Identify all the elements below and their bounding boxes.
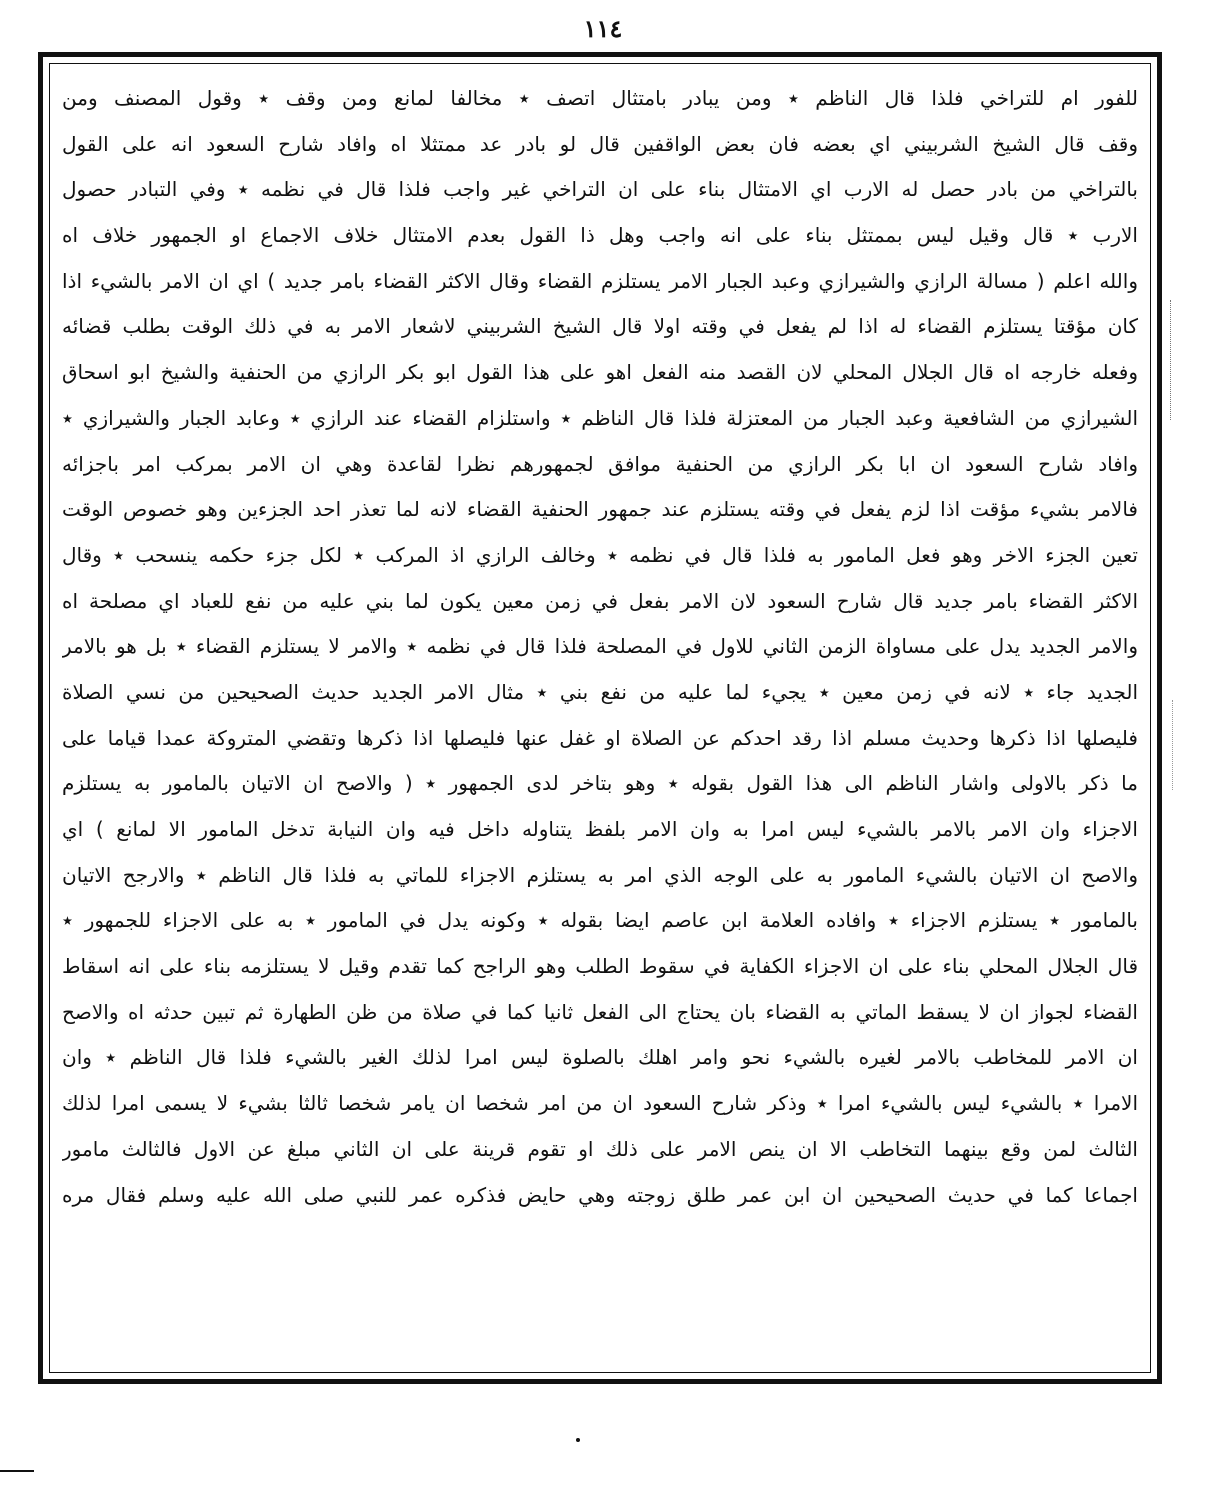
text-line: ان الامر للمخاطب بالامر لغيره بالشيء نحو وامر اهلك بالصلوة ليس امرا لذلك الغير بالشيء فلذا قال الناظم ٭ وان — [62, 1045, 1138, 1070]
text-line: الاجزاء وان الامر بالامر بالشيء ليس امرا به وان الامر بلفظ يتناوله داخل فيه وان النيابة تدخل المامور الا لمانع ) اي — [62, 817, 1138, 841]
scan-dot — [576, 1438, 580, 1442]
text-line: فليصلها اذا ذكرها وحديث مسلم اذا رقد احدكم عن الصلاة او غفل عنها فليصلها اذا ذكرها وتقضي المتروكة عمدا قياما على — [62, 725, 1138, 750]
text-line: اجماعا كما في حديث الصحيحين ان ابن عمر طلق زوجته وهي حايض فذكره عمر للنبي صلى الله عليه وسلم فقال مره — [62, 1182, 1138, 1207]
text-line: والامر الجديد يدل على مساواة الزمن الثاني للاول في المصلحة فلذا قال في نظمه ٭ والامر لا يستلزم القضاء ٭ بل هو بالامر — [62, 634, 1138, 659]
text-line: القضاء لجواز ان لا يسقط الماتي به القضاء بان يحتاج الى الفعل ثانيا كما في صلاة من ظن الطهارة ثم تبين حدثه اه والاصح — [62, 999, 1138, 1024]
text-line: الشيرازي من الشافعية وعبد الجبار من المعتزلة فلذا قال الناظم ٭ واستلزام القضاء عند الرازي ٭ وعابد الجبار والشيرازي ٭ — [62, 405, 1138, 430]
scan-dash — [0, 1470, 34, 1472]
text-line: ما ذكر بالاولى واشار الناظم الى هذا القول بقوله ٭ وهو بتاخر لدى الجمهور ٭ ( والاصح ان الاتيان بالمامور به يستلزم — [62, 771, 1138, 796]
text-line: الامرا ٭ بالشيء ليس بالشيء امرا ٭ وذكر شارح السعود ان من امر شخصا ان يامر شخصا ثالثا بشيء لا يسمى امرا لذلك — [62, 1091, 1138, 1116]
text-line: الاكثر القضاء بامر جديد قال شارح السعود لان الامر بفعل في زمن معين يكون لما بني عليه من نفع للعباد اي مصلحة اه — [62, 588, 1138, 613]
text-line: كان مؤقتا يستلزم القضاء له اذا لم يفعل في وقته اولا قال الشيخ الشربيني لاشعار الامر به في ذلك الوقت بطلب قضائه — [62, 314, 1138, 339]
text-line: بالمامور ٭ يستلزم الاجزاء ٭ وافاده العلامة ابن عاصم ايضا بقوله ٭ وكونه يدل في المامور ٭ به على الاجزاء للجمهور ٭ — [62, 908, 1138, 933]
text-line: تعين الجزء الاخر وهو فعل المامور به فلذا قال في نظمه ٭ وخالف الرازي اذ المركب ٭ لكل جزء حكمه ينسحب ٭ وقال — [62, 542, 1138, 567]
text-line: فالامر بشيء مؤقت اذا لزم يفعل في وقته يستلزم عند جمهور الحنفية القضاء لانه لما تعذر احد الجزءين وهو خصوص الوقت — [62, 497, 1138, 522]
margin-scan-marks — [1170, 300, 1183, 420]
page-number: ١١٤ — [583, 14, 623, 43]
text-block — [62, 76, 1138, 1368]
text-line: بالتراخي من بادر حصل له الارب اي الامتثال بناء على ان التراخي غير واجب فلذا قال في نظمه ٭ وفي التبادر حصول — [62, 177, 1138, 202]
text-line: والاصح ان الاتيان بالشيء المامور به على الوجه الذي امر به يستلزم الاجزاء للماتي به فلذا قال الناظم ٭ والارجح الاتيان — [62, 862, 1138, 887]
text-line: والله اعلم ( مسالة الرازي والشيرازي وعبد الجبار الامر يستلزم القضاء وقال الاكثر القضاء بامر جديد ) اي ان الامر بالشيء اذا — [62, 268, 1138, 293]
text-line: وافاد شارح السعود ان ابا بكر الرازي من الحنفية موافق لجمهورهم نظرا لقاعدة وهي ان الامر بمركب امر باجزائه — [62, 451, 1138, 476]
text-line: وقف قال الشيخ الشربيني اي بعضه فان بعض الواقفين قال لو بادر عد ممتثلا اه وافاد شارح السعود انه على القول — [62, 131, 1138, 156]
text-line: للفور ام للتراخي فلذا قال الناظم ٭ ومن يبادر بامتثال اتصف ٭ مخالفا لمانع ومن وقف ٭ وقول المصنف ومن — [62, 86, 1138, 110]
text-line: الارب ٭ قال وقيل ليس بممتثل بناء على انه واجب وهل ذا القول بعدم الامتثال خلاف الاجماع او الجمهور خلاف اه — [62, 223, 1138, 248]
text-line: وفعله خارجه اه قال الجلال المحلي لان القصد منه الفعل اهو على هذا القول ابو بكر الرازي من الحنفية والشيخ ابو اسحاق — [62, 360, 1138, 385]
margin-scan-marks-lower — [1172, 700, 1181, 790]
text-line: قال الجلال المحلي بناء على ان الاجزاء الكفاية في سقوط الطلب وهو الراجح كما تقدم وقيل لا يستلزمه بناء على انه اسقاط — [62, 954, 1138, 979]
text-line: الثالث لمن وقع بينهما التخاطب الا ان ينص الامر على ذلك او تقوم قرينة على ان الثاني مبلغ عن الاول فالثالث مامور — [62, 1136, 1138, 1161]
text-line: الجديد جاء ٭ لانه في زمن معين ٭ يجيء لما عليه من نفع بني ٭ مثال الامر الجديد حديث الصحيحين من نسي الصلاة — [62, 679, 1138, 704]
